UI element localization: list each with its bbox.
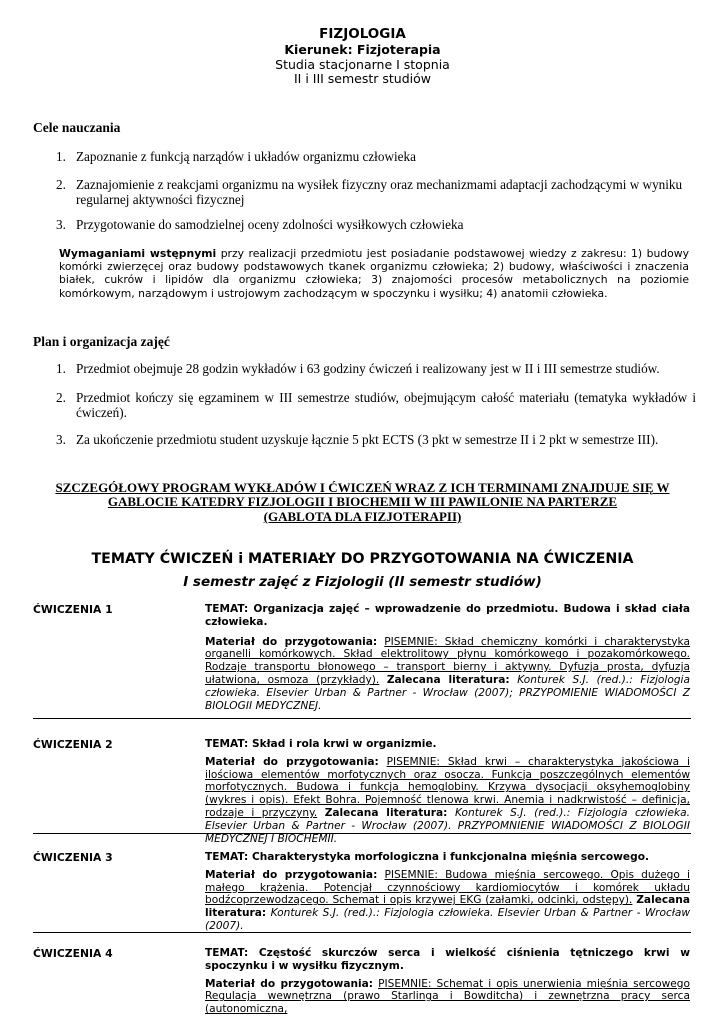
literature-text: Konturek S.J. (red.).: Fizjologia człowieka. Elsevier Urban & Partner - Wrocław (2007). PRZYPOMNIENIE WIADOMOŚCI Z BIOLOGII MEDYCZNEJ I BIOCHEMII. — [205, 806, 690, 845]
goals-item-text: Zapoznanie z funkcją narządów i układów organizmu człowieka — [76, 149, 416, 164]
literature-label: Zalecana literatura: — [324, 806, 448, 819]
material-text: PISEMNIE: Skład krwi – charakterystyka jakościowa i ilościowa elementów morfotycznych oraz osocza. Funkcja poszczególnych elementów morfotycznych. Budowa i funkcja hemoglobiny. Krzywa dysocjacji oksyhemoglobiny (wykres i opis). Efekt Bohra. Pojemność tlenowa krwi. Anemia i nadkrwistość – definicja, rodzaje i przyczyny. — [205, 755, 690, 819]
prerequisites-text: przy realizacji przedmiotu jest posiadanie podstawowej wiedzy z zakresu: 1) budowy komórki zwierzęcej oraz budowy podstawowych tkanek organizmu człowieka; 2) budowy, właściwości i znaczenia białek, cukrów i lipidów dla organizmu człowieka; 3) znajomości procesów metabolicznych na poziomie komórkowym, narządowym i ustrojowym zachodzącym w spoczynku i wysiłku; 4) anatomii człowieka. — [59, 247, 689, 300]
plan-heading: Plan i organizacja zajęć — [33, 334, 170, 349]
document-title: FIZJOLOGIA — [319, 26, 406, 42]
exercise-topic: TEMAT: Charakterystyka morfologiczna i funkcjonalna mięśnia sercowego. — [205, 851, 649, 863]
literature-label: Zalecana literatura: — [205, 894, 690, 920]
plan-item-2 — [56, 391, 696, 423]
topics-title: TEMATY ĆWICZEŃ i MATERIAŁY DO PRZYGOTOWANIA NA ĆWICZENIA — [91, 551, 634, 567]
plan-item-1 — [56, 362, 696, 378]
document-semester: II i III semestr studiów — [293, 71, 432, 86]
notice-line-2: GABLOCIE KATEDRY FIZJOLOGII I BIOCHEMII W III PAWILONIE NA PARTERZE — [107, 494, 618, 509]
goals-item-text: Zaznajomienie z reakcjami organizmu na wysiłek fizyczny oraz mechanizmami adaptacji zachodzącymi w wyniku regularnej aktywności fizycznej — [76, 177, 683, 207]
material-label: Materiał do przygotowania: — [205, 755, 379, 768]
section-divider — [33, 833, 691, 834]
goals-heading: Cele nauczania — [33, 120, 121, 135]
document-direction: Kierunek: Fizjoterapia — [284, 42, 441, 57]
goals-item-3 — [56, 218, 696, 234]
section-divider — [33, 718, 691, 719]
exercise-label: ĆWICZENIA 1 — [33, 603, 113, 616]
plan-item-3 — [56, 433, 696, 449]
goals-item-text: Przygotowanie do samodzielnej oceny zdolności wysiłkowych człowieka — [76, 217, 464, 232]
exercise-topic: TEMAT: Skład i rola krwi w organizmie. — [205, 738, 437, 750]
notice-line-3: (GABLOTA DLA FIZJOTERAPII) — [263, 509, 462, 524]
exercise-topic: TEMAT: Organizacja zajęć – wprowadzenie do przedmiotu. Budowa i skład ciała człowieka. — [205, 603, 690, 628]
exercise-label: ĆWICZENIA 4 — [33, 947, 113, 960]
topics-subtitle: I semestr zajęć z Fizjologii (II semestr studiów) — [183, 574, 542, 590]
exercise-material — [205, 869, 690, 933]
exercise-label: ĆWICZENIA 3 — [33, 851, 113, 864]
goals-item-number: 2. — [56, 177, 66, 192]
material-text: PISEMNIE: Budowa mięśnia sercowego. Opis dużego i małego krążenia. Potencjał czynnościowy kardiomiocytów i komórek układu bodźcoprzewodzącego. Schemat i opis krzywej EKG (załamki, odcinki, odstępy). — [205, 868, 690, 907]
notice-line-1: SZCZEGÓŁOWY PROGRAM WYKŁADÓW I ĆWICZEŃ WRAZ Z ICH TERMINAMI ZNAJDUJE SIĘ W — [55, 480, 670, 495]
literature-text: Konturek S.J. (red.).: Fizjologia człowieka. Elsevier Urban & Partner - Wrocław (2007); PRZYPOMIENIE WIADOMOŚCI Z BIOLOGII MEDYCZNEJ. — [205, 673, 690, 712]
material-text: PISEMNIE: Skład chemiczny komórki i charakterystyka organelli komórkowych. Skład elektrolitowy płynu komórkowego i pozakomórkowego. Rodzaje transportu błonowego – transport bierny i aktywny. Dyfuzja prosta, dyfuzja ułatwiona, osmoza (przykłady). — [205, 635, 691, 686]
exercise-body — [205, 947, 690, 1016]
plan-item-text: Za ukończenie przedmiotu student uzyskuje łącznie 5 pkt ECTS (3 pkt w semestrze II i 2 pkt w semestrze III). — [76, 432, 659, 447]
exercise-topic: TEMAT: Częstość skurczów serca i wielkość ciśnienia tętniczego krwi w spoczynku i w wysiłku fizycznym. — [205, 947, 690, 972]
exercise-material — [205, 978, 690, 1016]
literature-text: Konturek S.J. (red.).: Fizjologia człowieka. Elsevier Urban & Partner - Wrocław (2007). — [205, 907, 690, 932]
goals-item-2 — [56, 178, 696, 210]
plan-item-number: 1. — [56, 361, 66, 376]
plan-item-number: 2. — [56, 390, 66, 405]
exercise-body — [205, 603, 690, 712]
prerequisites-paragraph — [59, 247, 689, 300]
goals-item-number: 1. — [56, 149, 66, 164]
exercise-label: ĆWICZENIA 2 — [33, 738, 113, 751]
literature-label: Zalecana literatura: — [386, 673, 510, 686]
document-study-mode: Studia stacjonarne I stopnia — [275, 57, 450, 72]
plan-item-text: Przedmiot obejmuje 28 godzin wykładów i 63 godziny ćwiczeń i realizowany jest w II i III semestrze studiów. — [76, 361, 660, 376]
exercise-body — [205, 738, 690, 845]
exercise-body — [205, 851, 690, 933]
prerequisites-label: Wymaganiami wstępnymi — [59, 247, 217, 260]
material-text: PISEMNIE: Schemat i opis unerwienia mięśnia sercowego Regulacja wewnętrzna (prawo Starlinga i Bowditcha) i zewnętrzna pracy serca (autonomiczna, — [205, 977, 690, 1016]
exercise-material — [205, 636, 690, 713]
plan-item-number: 3. — [56, 432, 66, 447]
material-label: Materiał do przygotowania: — [205, 868, 378, 881]
section-divider — [33, 932, 691, 933]
exercise-material — [205, 756, 690, 846]
material-label: Materiał do przygotowania: — [205, 977, 374, 990]
goals-item-1 — [56, 150, 696, 166]
plan-item-text: Przedmiot kończy się egzaminem w III semestrze studiów, obejmującym całość materiału (tematyka wykładów i ćwiczeń). — [76, 390, 696, 420]
material-label: Materiał do przygotowania: — [205, 635, 378, 648]
goals-item-number: 3. — [56, 217, 66, 232]
